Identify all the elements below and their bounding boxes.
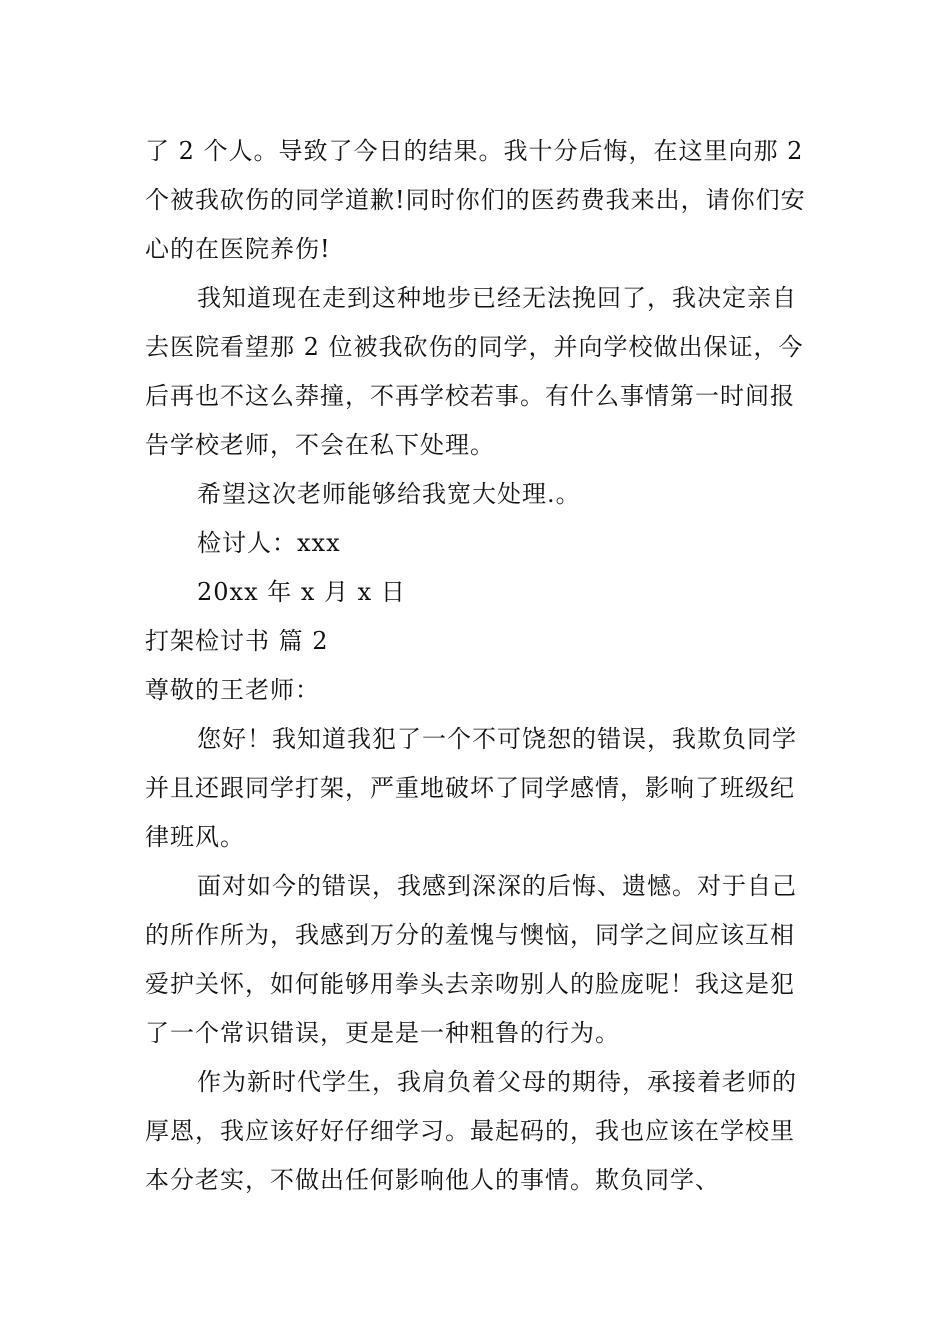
paragraph-request-leniency: 希望这次老师能够给我宽大处理.。: [197, 480, 581, 508]
date-line: 20xx 年 x 月 x 日: [197, 578, 406, 606]
paragraph-regret: 面对如今的错误，我感到深深的后悔、遗憾。对于自己的所作所为，我感到万分的羞愧与懊恼，同学之间应该互相爱护关怀，如何能够用拳头去亲吻别人的脸庞呢！我这是犯了一个常识错误，更是是一种粗鲁的行为。: [145, 872, 797, 1047]
section-heading: 打架检讨书 篇 2: [145, 627, 329, 655]
document-body: [145, 127, 810, 1205]
signature-line: 检讨人：xxx: [197, 529, 341, 557]
paragraph-apology-commitment: 我知道现在走到这种地步已经无法挽回了，我决定亲自去医院看望那 2 位被我砍伤的同学，并向学校做出保证，今后再也不这么莽撞，不再学校若事。有什么事情第一时间报告学校老师，不会在私下处理。: [145, 284, 804, 459]
paragraph-responsibility: 作为新时代学生，我肩负着父母的期待，承接着老师的厚恩，我应该好好仔细学习。最起码的，我也应该在学校里本分老实，不做出任何影响他人的事情。欺负同学、: [145, 1068, 797, 1194]
paragraph-admission: 您好！我知道我犯了一个不可饶恕的错误，我欺负同学并且还跟同学打架，严重地破坏了同学感情，影响了班级纪律班风。: [145, 725, 797, 851]
salutation: 尊敬的王老师：: [145, 676, 320, 704]
paragraph-continued: 了 2 个人。导致了今日的结果。我十分后悔，在这里向那 2 个被我砍伤的同学道歉!同时你们的医药费我来出，请你们安心的在医院养伤!: [145, 137, 806, 263]
